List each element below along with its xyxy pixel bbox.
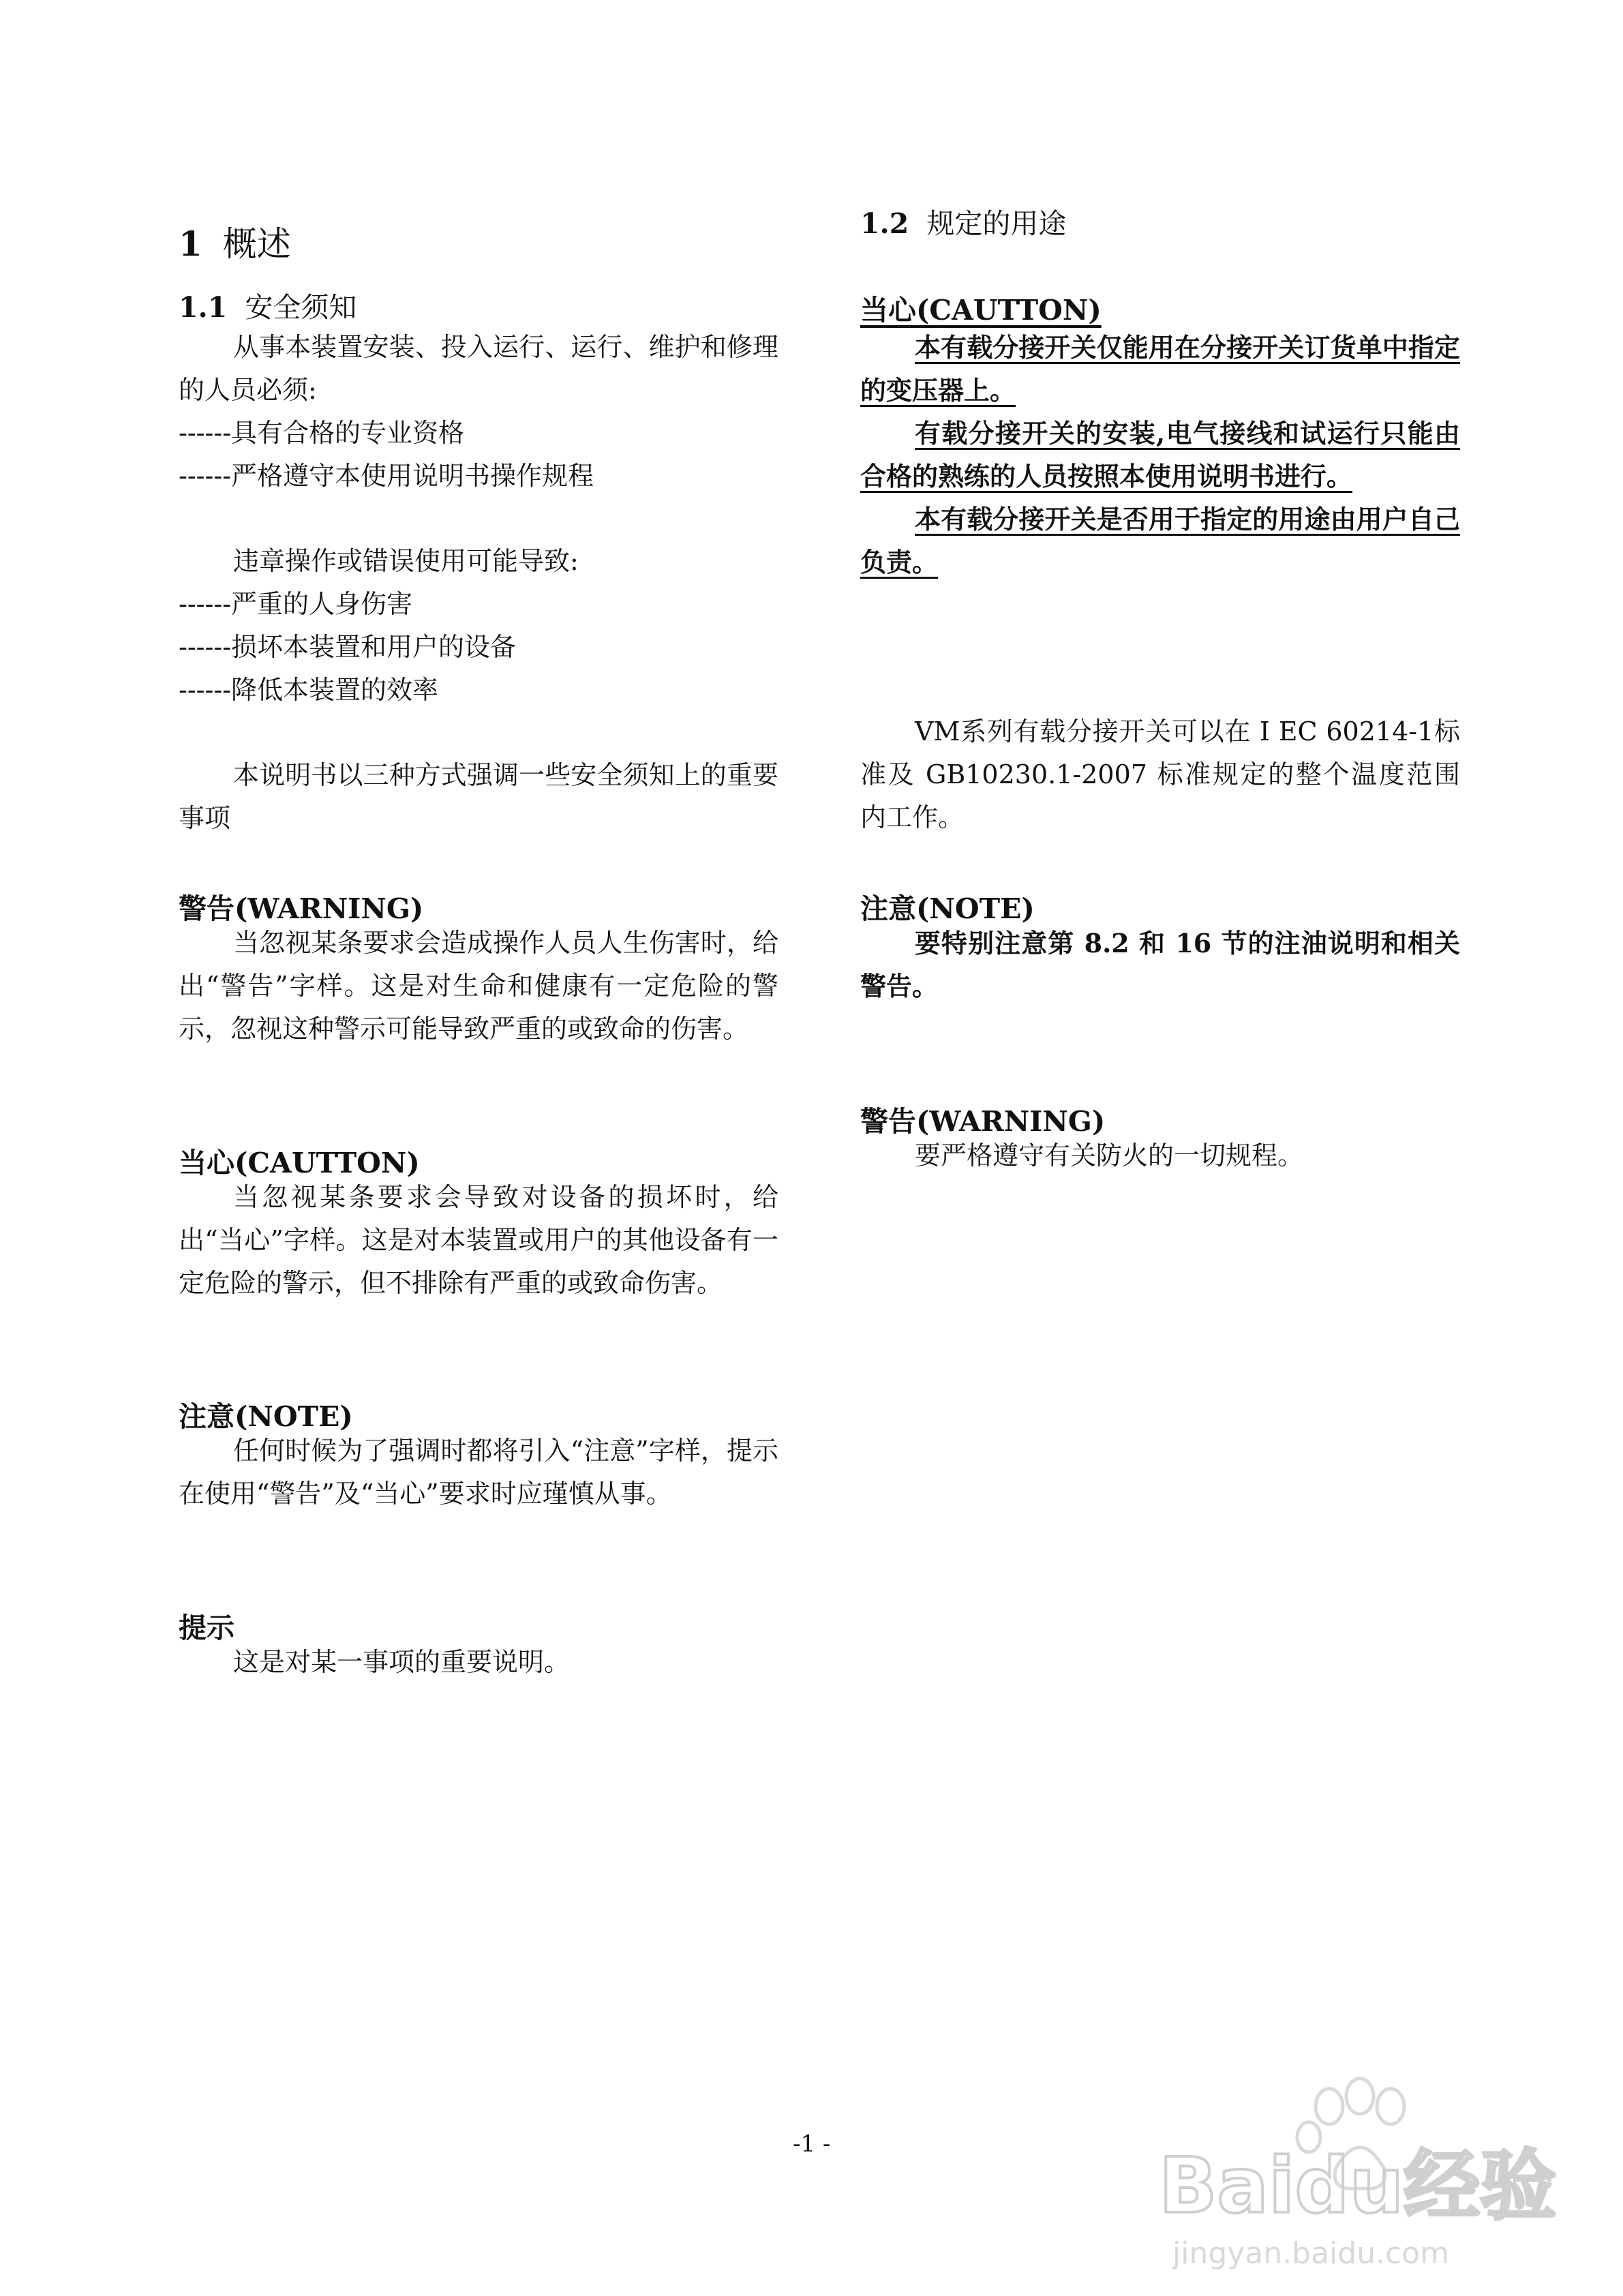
section-title: 规定的用途 bbox=[926, 207, 1067, 240]
warning-label: 警告(WARNING) bbox=[860, 1105, 1106, 1138]
watermark-url: jingyan.baidu.com bbox=[1172, 2236, 1450, 2271]
risk-item: ------损坏本装置和用户的设备 bbox=[179, 632, 517, 662]
hint-text: 这是对某一事项的重要说明。 bbox=[233, 1647, 571, 1677]
section-heading-1-1 bbox=[179, 285, 357, 325]
caution-label: 当心(CAUTTON) bbox=[179, 1147, 420, 1179]
requirement-item: ------严格遵守本使用说明书操作规程 bbox=[179, 461, 594, 491]
section-number: 1.2 bbox=[860, 207, 909, 240]
chapter-number: 1 bbox=[179, 224, 202, 264]
requirement-item: ------具有合格的专业资格 bbox=[179, 418, 465, 448]
note-text: 任何时候为了强调时都将引入“注意”字样，提示在使用“警告”及“当心”要求时应瑾慎从事。 bbox=[179, 1436, 778, 1509]
hint-label: 提示 bbox=[179, 1612, 234, 1644]
caution-text-3: 本有载分接开关是否用于指定的用途由用户自己负责。 bbox=[860, 504, 1460, 577]
note-text: 要特别注意第 8.2 和 16 节的注油说明和相关警告。 bbox=[860, 928, 1460, 1001]
watermark-brand: Baidu经验 bbox=[1159, 2142, 1557, 2231]
caution-label: 当心(CAUTTON) bbox=[860, 294, 1102, 327]
page-number: -1 - bbox=[793, 2130, 831, 2158]
chapter-heading bbox=[179, 217, 291, 266]
section-title: 安全须知 bbox=[245, 291, 357, 324]
caution-text-2: 有载分接开关的安装,电气接线和试运行只能由合格的熟练的人员按照本使用说明书进行。 bbox=[860, 418, 1460, 492]
section-number: 1.1 bbox=[179, 291, 228, 324]
note-label: 注意(NOTE) bbox=[860, 892, 1035, 925]
standard-text: VM系列有载分接开关可以在 I EC 60214-1标准及 GB10230.1-2007 标准规定的整个温度范围内工作。 bbox=[860, 716, 1460, 832]
risk-item: ------严重的人身伤害 bbox=[179, 589, 413, 619]
caution-text-1: 本有载分接开关仅能用在分接开关订货单中指定的变压器上。 bbox=[860, 332, 1460, 406]
section-heading-1-2 bbox=[860, 201, 1066, 241]
baidu-watermark bbox=[1159, 2066, 1557, 2277]
emphasis-intro: 本说明书以三种方式强调一些安全须知上的重要事项 bbox=[179, 760, 778, 833]
caution-text: 当忽视某条要求会导致对设备的损坏时，给出“当心”字样。这是对本装置或用户的其他设备有一定危险的警示，但不排除有严重的或致命伤害。 bbox=[179, 1182, 778, 1298]
risk-item: ------降低本装置的效率 bbox=[179, 675, 439, 705]
warning-text: 要严格遵守有关防火的一切规程。 bbox=[915, 1141, 1304, 1170]
chapter-title: 概述 bbox=[222, 224, 291, 264]
warning-text: 当忽视某条要求会造成操作人员人生伤害时，给出“警告”字样。这是对生命和健康有一定危险的警示，忽视这种警示可能导致严重的或致命的伤害。 bbox=[179, 928, 778, 1044]
note-label: 注意(NOTE) bbox=[179, 1400, 353, 1433]
warning-label: 警告(WARNING) bbox=[179, 892, 424, 925]
risk-intro: 违章操作或错误使用可能导致: bbox=[233, 546, 579, 576]
intro-paragraph: 从事本装置安装、投入运行、运行、维护和修理的人员必须: bbox=[179, 332, 778, 405]
